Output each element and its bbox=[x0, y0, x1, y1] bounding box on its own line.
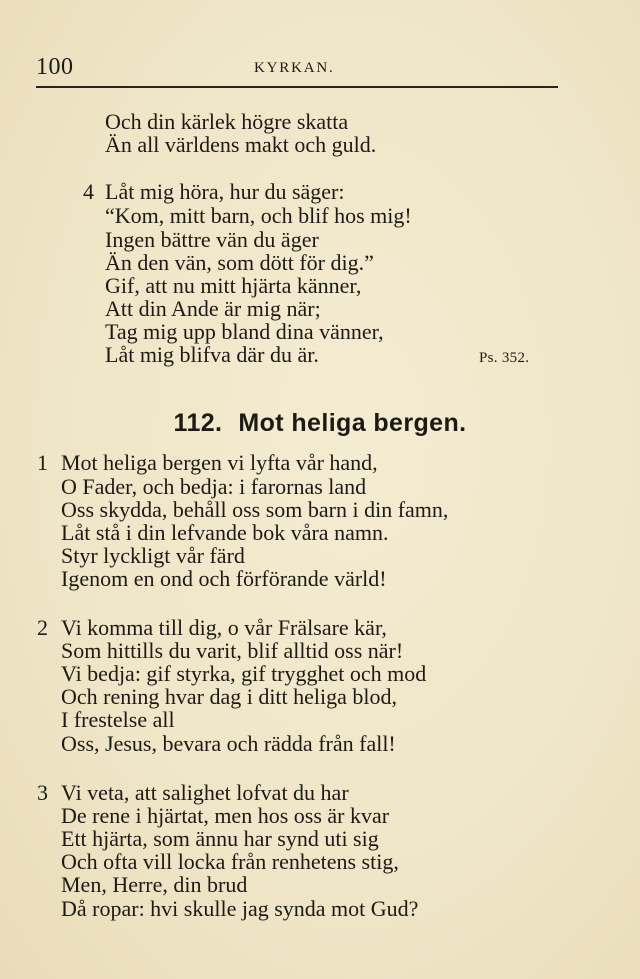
verse-number: 1 bbox=[37, 450, 48, 475]
verse-line: Ingen bättre vän du äger bbox=[105, 227, 319, 252]
verse-line: Låt mig blifva där du är. bbox=[105, 342, 319, 367]
verse-line: O Fader, och bedja: i farornas land bbox=[61, 474, 367, 499]
verse-line: Och rening hvar dag i ditt heliga blod, bbox=[61, 684, 398, 709]
verse-line: Mot heliga bergen vi lyfta vår hand, bbox=[61, 450, 378, 475]
verse-line: Låt stå i din lefvande bok våra namn. bbox=[61, 520, 389, 545]
header-rule bbox=[36, 86, 558, 88]
verse-number: 4 bbox=[83, 179, 94, 204]
verse-line: Och ofta vill locka från renhetens stig, bbox=[61, 849, 399, 874]
verse-line: Som hittills du varit, blif alltid oss när! bbox=[61, 638, 404, 663]
verse-line: I frestelse all bbox=[61, 707, 175, 732]
verse-line: Vi komma till dig, o vår Frälsare kär, bbox=[61, 615, 387, 640]
verse-line: Då ropar: hvi skulle jag synda mot Gud? bbox=[61, 896, 419, 921]
verse-line: Vi bedja: gif styrka, gif trygghet och mod bbox=[61, 661, 427, 686]
verse-number: 2 bbox=[37, 615, 48, 640]
verse-line: Än all världens makt och guld. bbox=[105, 132, 377, 157]
verse-line: De rene i hjärtat, men hos oss är kvar bbox=[61, 803, 390, 828]
verse-line: Och din kärlek högre skatta bbox=[105, 109, 349, 134]
verse-line: Men, Herre, din brud bbox=[61, 872, 248, 897]
verse-line: Gif, att nu mitt hjärta känner, bbox=[105, 273, 362, 298]
verse-line: “Kom, mitt barn, och blif hos mig! bbox=[105, 203, 412, 228]
verse-line: Igenom en ond och förförande värld! bbox=[61, 566, 387, 591]
hymn-heading bbox=[0, 408, 640, 438]
verse-line: Styr lyckligt vår färd bbox=[61, 543, 245, 568]
hymn-number: 112. bbox=[173, 409, 223, 437]
verse-line: Ett hjärta, som ännu har synd uti sig bbox=[61, 826, 379, 851]
verse-number: 3 bbox=[37, 780, 48, 805]
hymn-title: Mot heliga bergen. bbox=[238, 409, 467, 437]
verse-line: Låt mig höra, hur du säger: bbox=[105, 179, 345, 204]
verse-line: Vi veta, att salighet lofvat du har bbox=[61, 780, 349, 805]
verse-line: Än den vän, som dött för dig.” bbox=[105, 250, 374, 275]
verse-line: Att din Ande är mig när; bbox=[105, 296, 321, 321]
running-title: KYRKAN. bbox=[254, 60, 335, 76]
verse-line: Oss, Jesus, bevara och rädda från fall! bbox=[61, 731, 396, 756]
page-number: 100 bbox=[36, 54, 74, 80]
verse-line: Tag mig upp bland dina vänner, bbox=[105, 319, 384, 344]
psalm-reference: Ps. 352. bbox=[479, 350, 530, 366]
verse-line: Oss skydda, behåll oss som barn i din famn, bbox=[61, 497, 449, 522]
page-header bbox=[36, 54, 558, 88]
